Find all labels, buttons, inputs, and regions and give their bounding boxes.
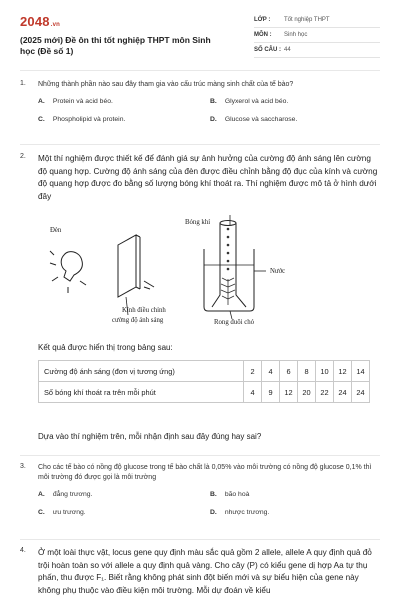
result-intro: Kết quả được hiển thị trong bảng sau: bbox=[38, 343, 173, 352]
option-letter: C. bbox=[38, 116, 45, 123]
answer-options bbox=[38, 98, 380, 123]
question-text: Ở một loài thực vật, locus gene quy định màu sắc quả gồm 2 allele, allele A quy định quả đỏ trội hoàn toàn so với allele a quy định quả vàng. Cho cây (P) có kiểu gene dị hợp Aa tự thụ phấn, thu được F₁. Biết rằng không phát sinh đột biến mới và sự biểu hiện của gene này không phụ thuộc vào điều kiện môi trường. Mỗi dự đoán về kiểu bbox=[38, 548, 372, 595]
divider bbox=[20, 539, 380, 540]
option-a[interactable] bbox=[38, 491, 210, 498]
meta-row-class bbox=[254, 13, 380, 28]
label-water: Nước bbox=[270, 268, 286, 275]
bubbles-icon bbox=[227, 228, 230, 271]
table-cell: 12 bbox=[280, 382, 298, 403]
glass-panel-icon bbox=[118, 235, 154, 297]
table-row bbox=[39, 382, 370, 403]
option-letter: D. bbox=[210, 116, 217, 123]
meta-label: SỐ CÂU : bbox=[254, 47, 281, 53]
label-plant: Rong đuôi chó bbox=[214, 319, 255, 326]
table-cell: 4 bbox=[262, 361, 280, 382]
question-prompt: Dựa vào thí nghiệm trên, mỗi nhận định sau đây đúng hay sai? bbox=[38, 432, 262, 441]
option-d[interactable] bbox=[210, 509, 382, 516]
table-row bbox=[39, 361, 370, 382]
option-text: đẳng trương. bbox=[52, 491, 93, 498]
meta-row-count bbox=[254, 43, 380, 58]
table-cell: 4 bbox=[244, 382, 262, 403]
question-1 bbox=[20, 80, 380, 123]
results-table bbox=[38, 360, 370, 403]
question-3 bbox=[20, 463, 380, 516]
label-glass-line2: cường độ ánh sáng bbox=[112, 317, 164, 324]
question-number: 4. bbox=[20, 547, 26, 554]
option-text: Protein và acid béo. bbox=[52, 98, 113, 105]
table-cell: 2 bbox=[244, 361, 262, 382]
meta-label: LỚP : bbox=[254, 17, 271, 23]
option-letter: A. bbox=[38, 98, 45, 105]
table-cell: 22 bbox=[316, 382, 334, 403]
question-number: 2. bbox=[20, 153, 26, 160]
table-cell: 12 bbox=[334, 361, 352, 382]
divider bbox=[20, 70, 380, 71]
meta-value: Tốt nghiệp THPT bbox=[284, 17, 330, 23]
option-letter: C. bbox=[38, 509, 45, 516]
option-letter: B. bbox=[210, 98, 217, 105]
table-cell: 24 bbox=[334, 382, 352, 403]
beaker-icon bbox=[204, 221, 254, 312]
document-title: (2025 mới) Đề ôn thi tốt nghiệp THPT môn Sinh học (Đề số 1) bbox=[20, 35, 211, 56]
table-cell: 24 bbox=[352, 382, 370, 403]
label-bubble: Bóng khí bbox=[185, 219, 211, 226]
label-glass-line1: Kính điều chỉnh bbox=[122, 307, 166, 314]
question-2 bbox=[20, 153, 380, 203]
meta-value: 44 bbox=[284, 47, 291, 53]
option-c[interactable] bbox=[38, 116, 210, 123]
option-letter: A. bbox=[38, 491, 45, 498]
table-cell: 10 bbox=[316, 361, 334, 382]
option-text: ưu trương. bbox=[52, 509, 86, 516]
option-text: nhược trương. bbox=[224, 509, 270, 516]
option-b[interactable] bbox=[210, 491, 382, 498]
option-text: bão hoà bbox=[224, 491, 250, 498]
option-letter: B. bbox=[210, 491, 217, 498]
table-cell: 9 bbox=[262, 382, 280, 403]
table-cell: 8 bbox=[298, 361, 316, 382]
row-header: Cường độ ánh sáng (đơn vị tương ứng) bbox=[39, 361, 244, 382]
option-text: Glucose và saccharose. bbox=[224, 116, 298, 123]
row-header: Số bóng khí thoát ra trên mỗi phút bbox=[39, 382, 244, 403]
experiment-diagram bbox=[40, 215, 330, 335]
option-text: Glyxerol và acid béo. bbox=[224, 98, 289, 105]
pondweed-icon bbox=[221, 278, 235, 305]
question-text: Một thí nghiệm được thiết kế để đánh giá sự ảnh hưởng của cường độ ánh sáng lên cường độ quang hợp. Cường độ ánh sáng của đèn được điều chỉnh bằng độ đục của kính và cường độ quang hợp được đo bằng số lượng bóng khí thoát ra. Thí nghiệm được mô tả ở hình dưới đây bbox=[38, 154, 378, 201]
meta-label: MÔN : bbox=[254, 32, 272, 38]
logo-suffix: .vn bbox=[50, 22, 61, 28]
option-d[interactable] bbox=[210, 116, 382, 123]
table-cell: 20 bbox=[298, 382, 316, 403]
option-letter: D. bbox=[210, 509, 217, 516]
label-lamp: Đèn bbox=[50, 227, 62, 234]
question-text: Những thành phần nào sau đây tham gia vào cấu trúc màng sinh chất của tế bào? bbox=[38, 81, 294, 88]
document-meta bbox=[254, 13, 380, 58]
option-text: Phospholipid và protein. bbox=[52, 116, 126, 123]
option-c[interactable] bbox=[38, 509, 210, 516]
question-text: Cho các tế bào có nồng độ glucose trong tế bào chất là 0,05% vào môi trường có nồng độ glucose 0,1% thì môi trường đó được gọi là môi trường bbox=[38, 464, 372, 481]
divider bbox=[20, 455, 380, 456]
option-b[interactable] bbox=[210, 98, 382, 105]
divider bbox=[20, 144, 380, 145]
lamp-icon bbox=[50, 251, 86, 293]
site-logo[interactable] bbox=[20, 14, 60, 29]
question-number: 1. bbox=[20, 80, 26, 87]
table-cell: 6 bbox=[280, 361, 298, 382]
plant-pointer bbox=[230, 311, 232, 319]
experiment-figure bbox=[40, 215, 330, 335]
table-cell: 14 bbox=[352, 361, 370, 382]
logo-main: 2048 bbox=[20, 14, 50, 29]
question-number: 3. bbox=[20, 463, 26, 470]
meta-row-subject bbox=[254, 28, 380, 43]
option-a[interactable] bbox=[38, 98, 210, 105]
question-4 bbox=[20, 547, 380, 597]
meta-value: Sinh học bbox=[284, 32, 308, 38]
answer-options bbox=[38, 491, 380, 516]
